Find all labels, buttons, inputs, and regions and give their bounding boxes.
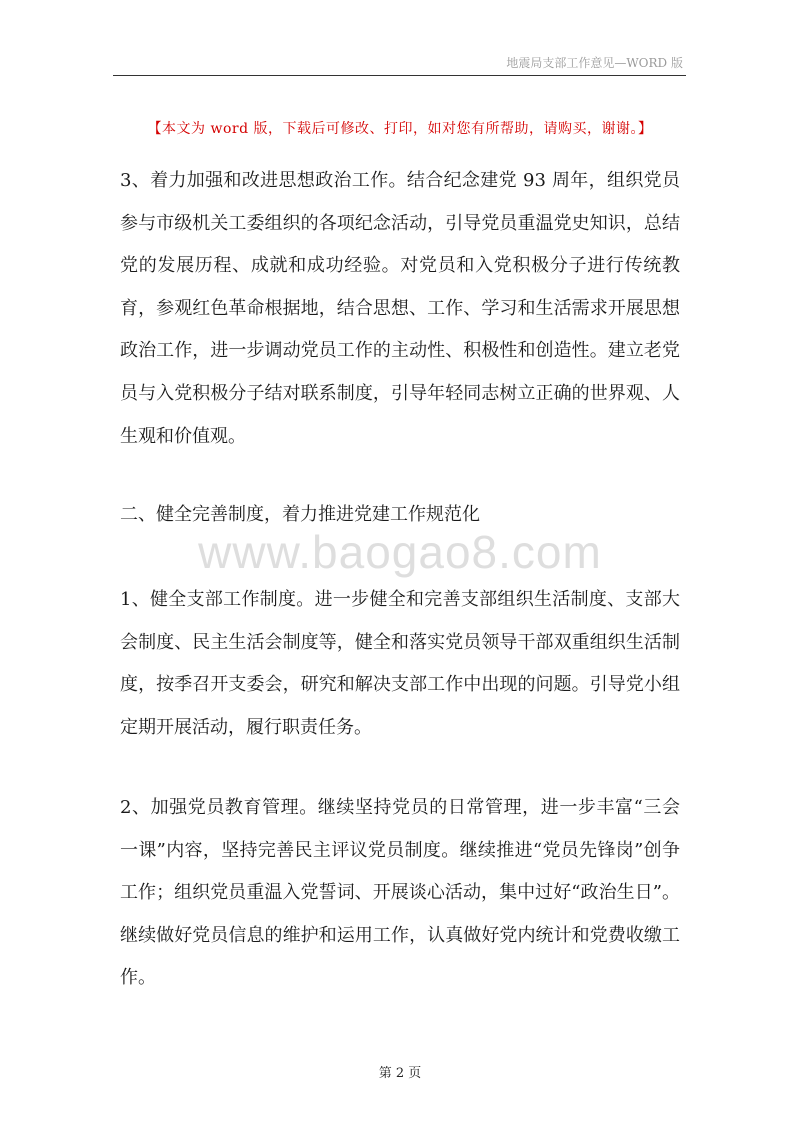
site-watermark: www.baogao8.com — [198, 526, 602, 578]
body-paragraph-branch-system: 1、健全支部工作制度。进一步健全和完善支部组织生活制度、支部大会制度、民主生活会制度等，健全和落实党员领导干部双重组织生活制度，按季召开支委会，研究和解决支部工作中出现的问题。引导党小组定期开展活动，履行职责任务。 — [120, 589, 680, 738]
header-divider — [113, 75, 686, 76]
body-paragraph-ideology: 3、着力加强和改进思想政治工作。结合纪念建党 93 周年，组织党员参与市级机关工委组织的各项纪念活动，引导党员重温党史知识，总结党的发展历程、成就和成功经验。对党员和入党积极分子进行传统教育，参观红色革命根据地，结合思想、工作、学习和生活需求开展思想政治工作，进一步调动党员工作的主动性、积极性和创造性。建立老党员与入党积极分子结对联系制度，引导年轻同志树立正确的世界观、人生观和价值观。 — [120, 170, 680, 447]
purchase-notice: 【本文为 word 版，下载后可修改、打印，如对您有所帮助，请购买，谢谢。】 — [147, 121, 653, 137]
section-heading: 二、健全完善制度，着力推进党建工作规范化 — [120, 504, 480, 525]
page-number: 第 2 页 — [378, 1066, 422, 1081]
body-paragraph-member-management: 2、加强党员教育管理。继续坚持党员的日常管理，进一步丰富“三会一课”内容，坚持完善民主评议党员制度。继续推进“党员先锋岗”创争工作；组织党员重温入党誓词、开展谈心活动，集中过好“政治生日”。继续做好党员信息的维护和运用工作，认真做好党内统计和党费收缴工作。 — [120, 797, 680, 989]
page-header-title: 地震局支部工作意见—WORD 版 — [506, 56, 683, 70]
